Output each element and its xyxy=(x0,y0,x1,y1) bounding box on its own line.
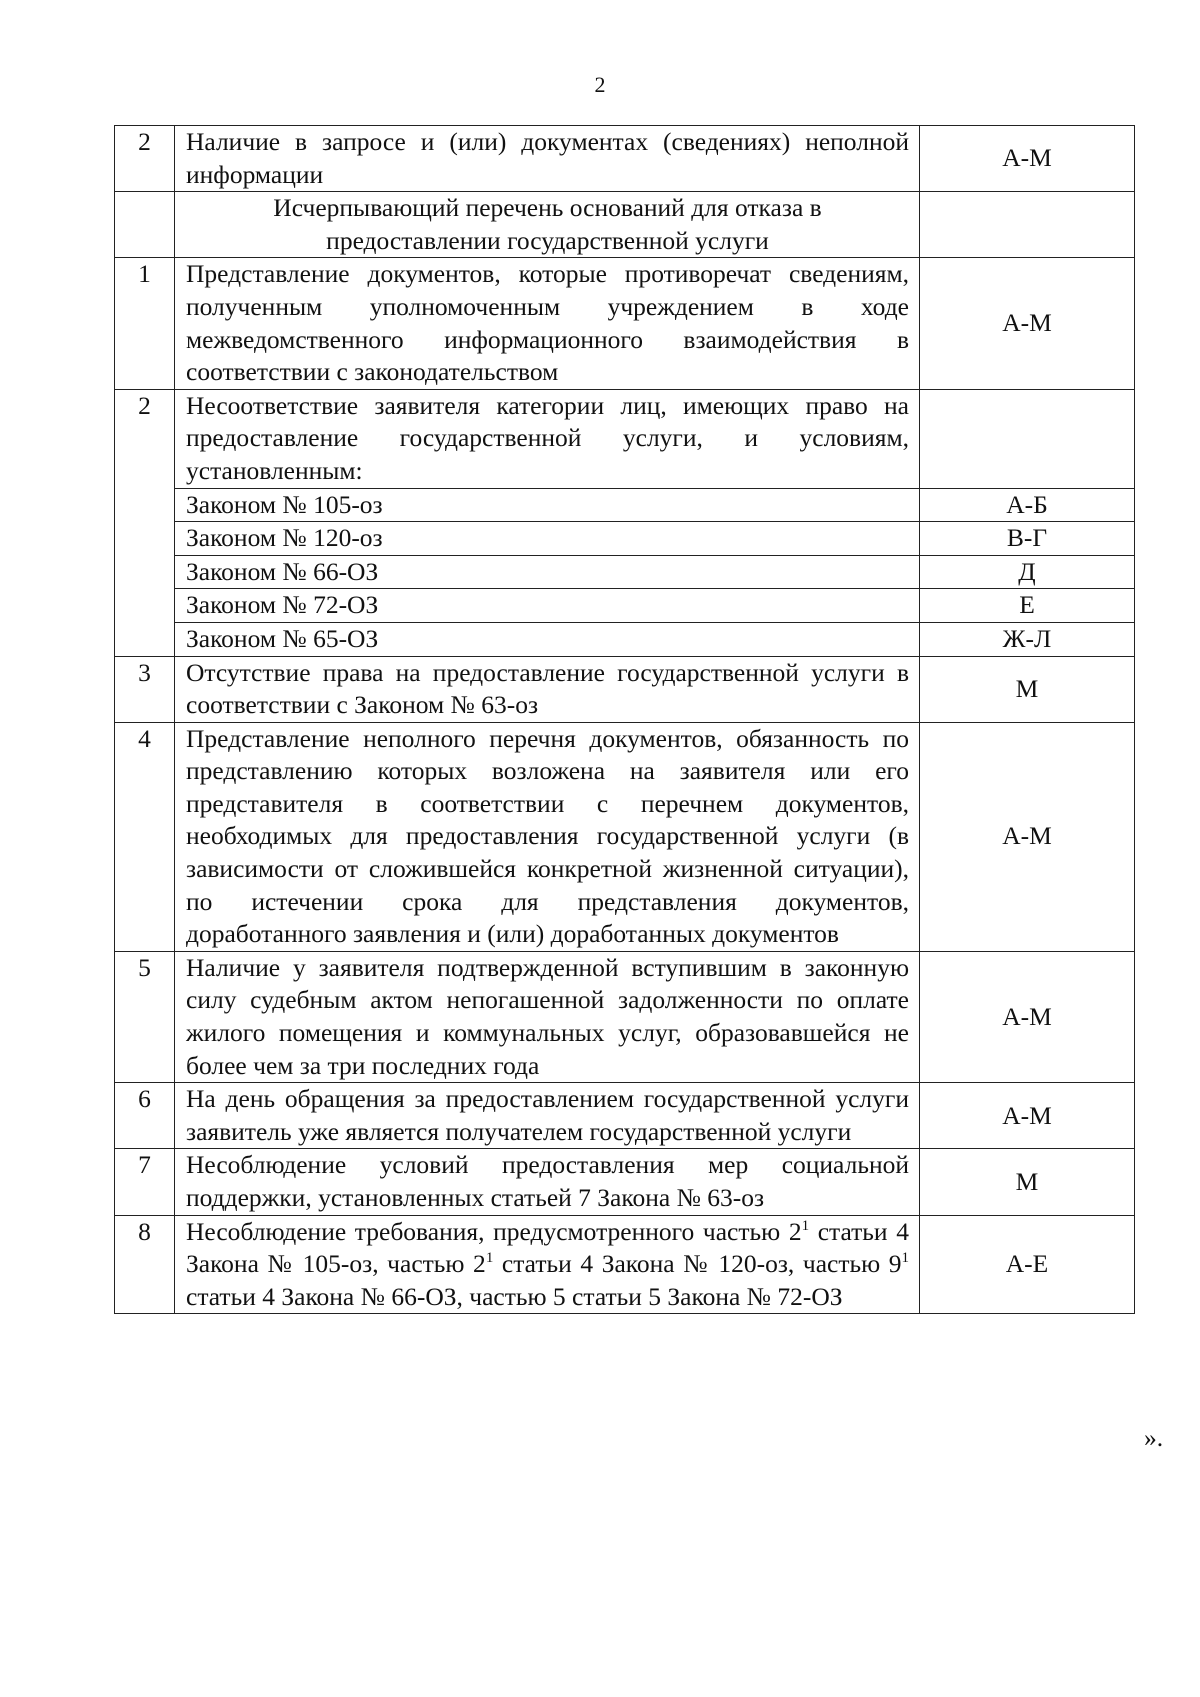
row-number: 1 xyxy=(115,258,175,389)
table-row xyxy=(115,389,1135,488)
text-fragment: статьи 4 Закона № 66-ОЗ, частью 5 статьи 5 Закона № 72-ОЗ xyxy=(186,1281,843,1311)
row-number: 7 xyxy=(115,1149,175,1215)
text-fragment: статьи 4 Закона № 120-оз, частью 9 xyxy=(493,1249,902,1279)
law-reference: Законом № 65-ОЗ xyxy=(175,622,920,656)
row-number: 4 xyxy=(115,722,175,951)
row-number: 2 xyxy=(115,126,175,192)
table-row xyxy=(115,1149,1135,1215)
row-text: Несоблюдение условий предоставления мер социальной поддержки, установленных статьей 7 Закона № 63-оз xyxy=(175,1149,920,1215)
row-text: Наличие у заявителя подтвержденной вступившим в законную силу судебным актом непогашенной задолженности по оплате жилого помещения и коммунальных услуг, образовавшейся не более чем за три последних года xyxy=(175,951,920,1082)
row-category xyxy=(920,389,1135,488)
row-category: А-М xyxy=(920,951,1135,1082)
table-row xyxy=(115,1083,1135,1149)
row-category: А-Е xyxy=(920,1215,1135,1314)
law-reference: Законом № 72-ОЗ xyxy=(175,589,920,623)
table-row xyxy=(115,722,1135,951)
superscript: 1 xyxy=(901,1250,909,1267)
row-text: На день обращения за предоставлением государственной услуги заявитель уже является получателем государственной услуги xyxy=(175,1083,920,1149)
row-number: 3 xyxy=(115,656,175,722)
row-category: Д xyxy=(920,555,1135,589)
law-reference: Законом № 66-ОЗ xyxy=(175,555,920,589)
superscript: 1 xyxy=(485,1250,494,1267)
table-subrow xyxy=(115,622,1135,656)
row-category: М xyxy=(920,1149,1135,1215)
table-row xyxy=(115,951,1135,1082)
row-text: Представление документов, которые противоречат сведениям, полученным уполномоченным учреждением в ходе межведомственного информационного взаимодействия в соответствии с законодательством xyxy=(175,258,920,389)
row-number: 2 xyxy=(115,389,175,656)
row-number: 8 xyxy=(115,1215,175,1314)
superscript: 1 xyxy=(801,1217,810,1234)
row-category: Ж-Л xyxy=(920,622,1135,656)
table-row xyxy=(115,1215,1135,1314)
section-heading-row xyxy=(115,192,1135,258)
row-category: А-М xyxy=(920,722,1135,951)
closing-quote-mark: ». xyxy=(1144,1423,1164,1452)
row-category: В-Г xyxy=(920,522,1135,556)
table-row xyxy=(115,126,1135,192)
row-category: М xyxy=(920,656,1135,722)
law-reference: Законом № 105-оз xyxy=(175,488,920,522)
grounds-table xyxy=(114,125,1135,1314)
section-heading: Исчерпывающий перечень оснований для отказа в предоставлении государственной услуги xyxy=(175,192,920,258)
table-subrow xyxy=(115,555,1135,589)
row-text: Отсутствие права на предоставление государственной услуги в соответствии с Законом № 63-оз xyxy=(175,656,920,722)
law-reference: Законом № 120-оз xyxy=(175,522,920,556)
row-category: А-Б xyxy=(920,488,1135,522)
row-category xyxy=(920,192,1135,258)
row-category: А-М xyxy=(920,1083,1135,1149)
row-text: Несоответствие заявителя категории лиц, имеющих право на предоставление государственной услуги, и условиям, установленным: xyxy=(175,389,920,488)
text-fragment: Несоблюдение требования, предусмотренного частью 2 xyxy=(186,1216,802,1246)
row-number xyxy=(115,192,175,258)
table-row xyxy=(115,656,1135,722)
table-subrow xyxy=(115,488,1135,522)
row-number: 5 xyxy=(115,951,175,1082)
row-category: А-М xyxy=(920,258,1135,389)
row-number: 6 xyxy=(115,1083,175,1149)
row-text: Представление неполного перечня документов, обязанность по представлению которых возложена на заявителя или его представителя в соответствии с перечнем документов, необходимых для предоставления государственной услуги (в зависимости от сложившейся конкретной жизненной ситуации), по истечении срока для представления документов, доработанного заявления и (или) доработанных документов xyxy=(175,722,920,951)
page-number: 2 xyxy=(594,72,606,97)
row-category: А-М xyxy=(920,126,1135,192)
row-category: Е xyxy=(920,589,1135,623)
table-row xyxy=(115,258,1135,389)
text-fragment: статьи 4 Закона № 105-оз, частью 2 xyxy=(186,1216,909,1279)
table-subrow xyxy=(115,589,1135,623)
row-text xyxy=(175,1215,920,1314)
row-text: Наличие в запросе и (или) документах (сведениях) неполной информации xyxy=(175,126,920,192)
table-subrow xyxy=(115,522,1135,556)
